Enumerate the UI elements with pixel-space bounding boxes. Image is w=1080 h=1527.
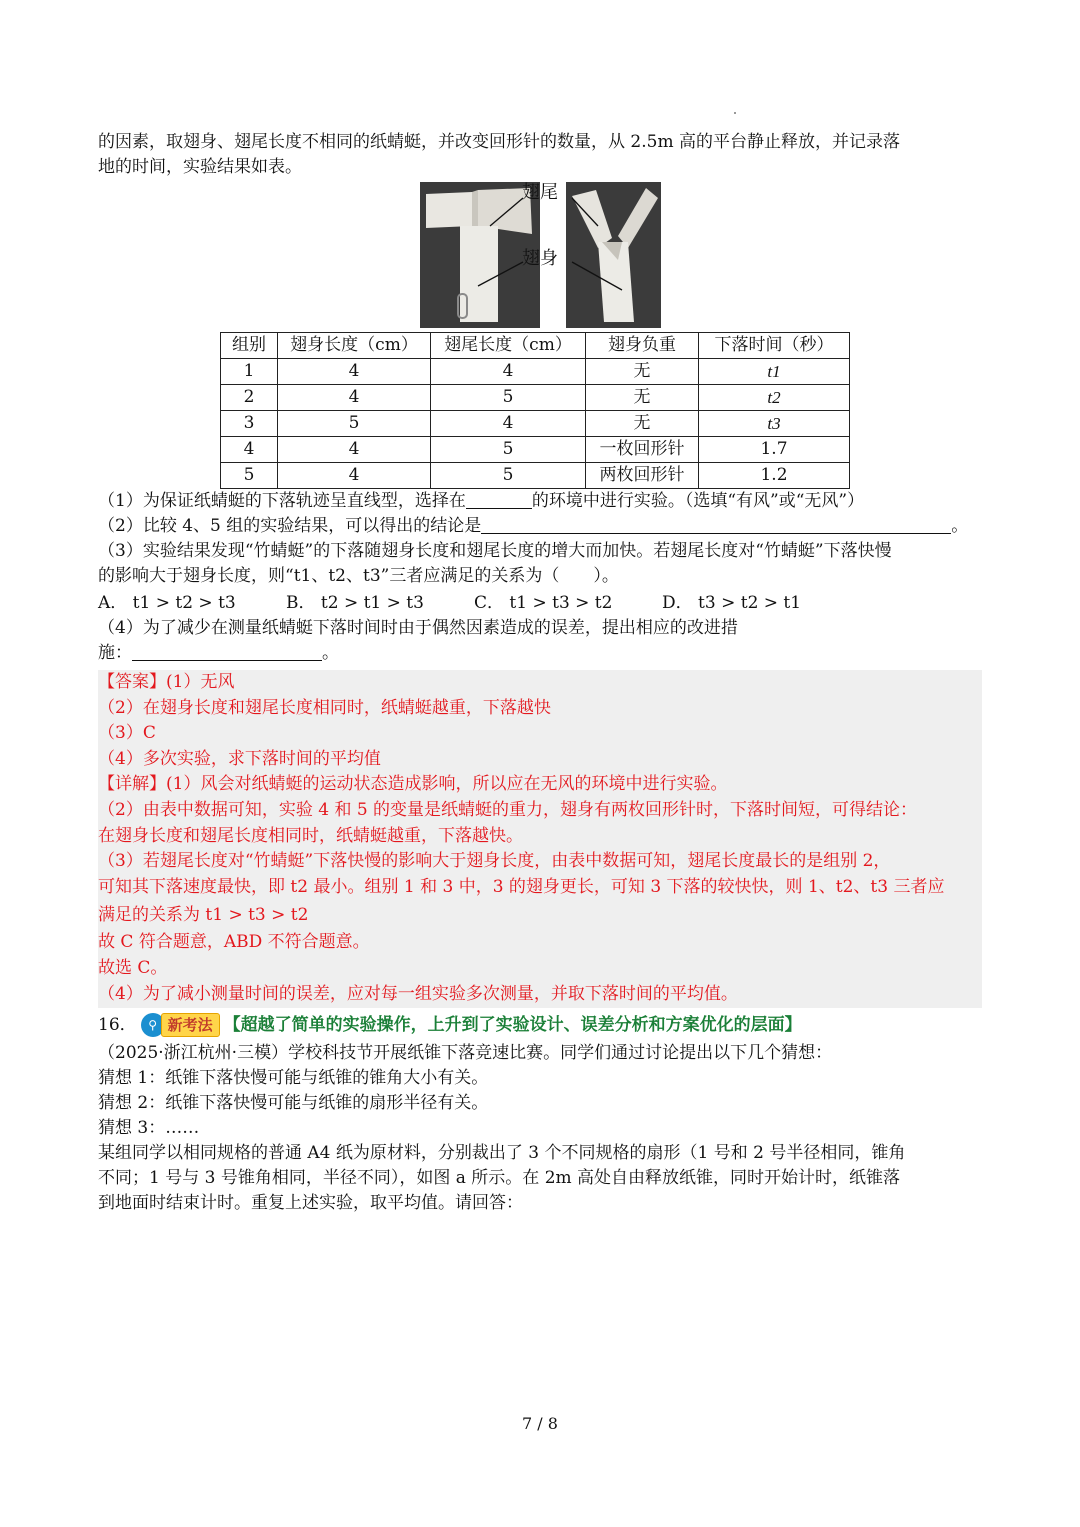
scan-dot xyxy=(734,112,736,114)
explanation-line: （2）由表中数据可知，实验 4 和 5 的变量是纸蜻蜓的重力，翅身有两枚回形针时，下落时间短，可得结论： xyxy=(98,799,918,820)
option-a[interactable]: A． t1 > t2 > t3 xyxy=(98,593,236,613)
question-2-text-b: 。 xyxy=(951,516,969,536)
table-cell: t1 xyxy=(699,359,850,385)
answer-line: （2）在翅身长度和翅尾长度相同时，纸蜻蜓越重，下落越快 xyxy=(98,697,551,718)
table-cell: 4 xyxy=(221,437,278,463)
table-cell: 4 xyxy=(278,437,431,463)
explanation-line: 可知其下落速度最快，即 t2 最小。组别 1 和 3 中，3 的翅身更长，可知 3 下落的较快快，则 1、t2、t3 三者应 xyxy=(98,876,945,897)
answer-line: （3）C xyxy=(98,723,156,744)
table-cell: 1 xyxy=(221,359,278,385)
question-2-text-a: （2）比较 4、5 组的实验结果，可以得出的结论是 xyxy=(98,516,482,536)
table-cell: 无 xyxy=(586,359,699,385)
table-cell: 4 xyxy=(278,359,431,385)
question-4-text-a: 施： xyxy=(98,643,132,663)
table-header: 翅身负重 xyxy=(586,333,699,359)
table-cell: 5 xyxy=(221,463,278,489)
table-row xyxy=(221,463,850,489)
table-cell: 4 xyxy=(431,411,586,437)
table-cell: 5 xyxy=(431,385,586,411)
table-cell: 4 xyxy=(431,359,586,385)
table-cell: 无 xyxy=(586,411,699,437)
badge-label: 新考法 xyxy=(161,1013,220,1037)
label-tail: 翅尾 xyxy=(522,182,558,203)
option-b[interactable]: B． t2 > t1 > t3 xyxy=(286,593,424,613)
new-method-badge xyxy=(141,1012,220,1038)
question-16-line: 不同；1 号与 3 号锥角相同，半径不同），如图 a 所示。在 2m 高处自由释放纸锥，同时开始计时，纸锥落 xyxy=(98,1168,901,1189)
explanation-line: 故 C 符合题意，ABD 不符合题意。 xyxy=(98,932,370,953)
answer-blank[interactable] xyxy=(132,642,322,661)
answer-blank[interactable] xyxy=(481,515,951,534)
dragonfly-figure xyxy=(98,182,982,332)
intro-line-2: 地的时间，实验结果如表。 xyxy=(98,157,302,177)
explanation-line: 满足的关系为 t1 > t3 > t2 xyxy=(98,905,309,926)
options-row xyxy=(98,591,982,616)
intro-line-1: 的因素，取翅身、翅尾长度不相同的纸蜻蜓，并改变回形针的数量，从 2.5m 高的平台静止释放，并记录落 xyxy=(98,132,900,152)
table-cell: 4 xyxy=(278,463,431,489)
table-header: 翅尾长度（cm） xyxy=(431,333,586,359)
answer-line: 【答案】(1）无风 xyxy=(98,672,235,692)
table-cell: 两枚回形针 xyxy=(586,463,699,489)
question-3-line-2: 的影响大于翅身长度，则“t1、t2、t3”三者应满足的关系为（ ）。 xyxy=(98,566,619,586)
question-1-text-b: 的环境中进行实验。（选填“有风”或“无风”） xyxy=(531,491,865,511)
explanation-line: 在翅身长度和翅尾长度相同时，纸蜻蜓越重，下落越快。 xyxy=(98,825,523,846)
question-1 xyxy=(98,489,982,514)
question-16-line: 某组同学以相同规格的普通 A4 纸为原材料，分别裁出了 3 个不同规格的扇形（1 号和 2 号半径相同，锥角 xyxy=(98,1143,906,1164)
table-cell: t2 xyxy=(699,385,850,411)
page-number: 7 / 8 xyxy=(522,1414,558,1433)
table-cell: 5 xyxy=(278,411,431,437)
option-c[interactable]: C． t1 > t3 > t2 xyxy=(474,593,613,613)
table-cell: 1.7 xyxy=(699,437,850,463)
table-header: 下落时间（秒） xyxy=(699,333,850,359)
question-4-line-2 xyxy=(98,641,982,666)
table-row xyxy=(221,411,850,437)
table-cell: 2 xyxy=(221,385,278,411)
answer-block xyxy=(98,670,982,1008)
explanation-line: 【详解】(1）风会对纸蜻蜓的运动状态造成影响，所以应在无风的环境中进行实验。 xyxy=(98,774,728,795)
question-16-line: 猜想 3：…… xyxy=(98,1118,200,1139)
table-header: 组别 xyxy=(221,333,278,359)
question-16-line: 到地面时结束计时。重复上述实验，取平均值。请回答： xyxy=(98,1193,523,1214)
explanation-line: 故选 C。 xyxy=(98,957,168,978)
answer-blank[interactable] xyxy=(466,490,532,509)
question-16-line: 猜想 1：纸锥下落快慢可能与纸锥的锥角大小有关。 xyxy=(98,1068,489,1089)
table-cell: 5 xyxy=(431,463,586,489)
table-cell: 1.2 xyxy=(699,463,850,489)
table-cell: 4 xyxy=(278,385,431,411)
page-content xyxy=(98,130,982,1216)
question-3-line-1: （3）实验结果发现“竹蜻蜓”的下落随翅身长度和翅尾长度的增大而加快。若翅尾长度对“竹蜻蜓”下落快慢 xyxy=(98,541,892,561)
table-header-row xyxy=(221,333,850,359)
table-cell: t3 xyxy=(699,411,850,437)
answer-line: （4）多次实验，求下落时间的平均值 xyxy=(98,748,381,769)
magnifier-icon: ⚲ xyxy=(141,1013,165,1037)
question-16-header xyxy=(98,1012,982,1038)
option-d[interactable]: D． t3 > t2 > t1 xyxy=(662,593,802,613)
explanation-line: （4）为了减小测量时间的误差，应对每一组实验多次测量，并取下落时间的平均值。 xyxy=(98,983,738,1004)
question-number: 16． xyxy=(98,1014,137,1035)
question-4-line-1: （4）为了减少在测量纸蜻蜓下落时间时由于偶然因素造成的误差，提出相应的改进措 xyxy=(98,618,738,638)
table-row xyxy=(221,359,850,385)
question-4-text-b: 。 xyxy=(322,643,339,663)
table-cell: 3 xyxy=(221,411,278,437)
question-16-line: 猜想 2：纸锥下落快慢可能与纸锥的扇形半径有关。 xyxy=(98,1093,489,1114)
table-row xyxy=(221,385,850,411)
table-cell: 无 xyxy=(586,385,699,411)
question-2 xyxy=(98,514,982,539)
table-header: 翅身长度（cm） xyxy=(278,333,431,359)
table-cell: 一枚回形针 xyxy=(586,437,699,463)
explanation-line: （3）若翅尾长度对“竹蜻蜓”下落快慢的影响大于翅身长度，由表中数据可知，翅尾长度最长的是组别 2， xyxy=(98,851,891,872)
question-16-line: （2025·浙江杭州·三模）学校科技节开展纸锥下落竞速比赛。同学们通过讨论提出以下几个猜想： xyxy=(98,1043,833,1064)
table-cell: 5 xyxy=(431,437,586,463)
results-table xyxy=(220,332,850,489)
question-1-text-a: （1）为保证纸蜻蜓的下落轨迹呈直线型，选择在 xyxy=(98,491,466,511)
label-body: 翅身 xyxy=(522,248,558,269)
question-16-headline: 【超越了简单的实验操作，上升到了实验设计、误差分析和方案优化的层面】 xyxy=(223,1014,802,1035)
table-row xyxy=(221,437,850,463)
